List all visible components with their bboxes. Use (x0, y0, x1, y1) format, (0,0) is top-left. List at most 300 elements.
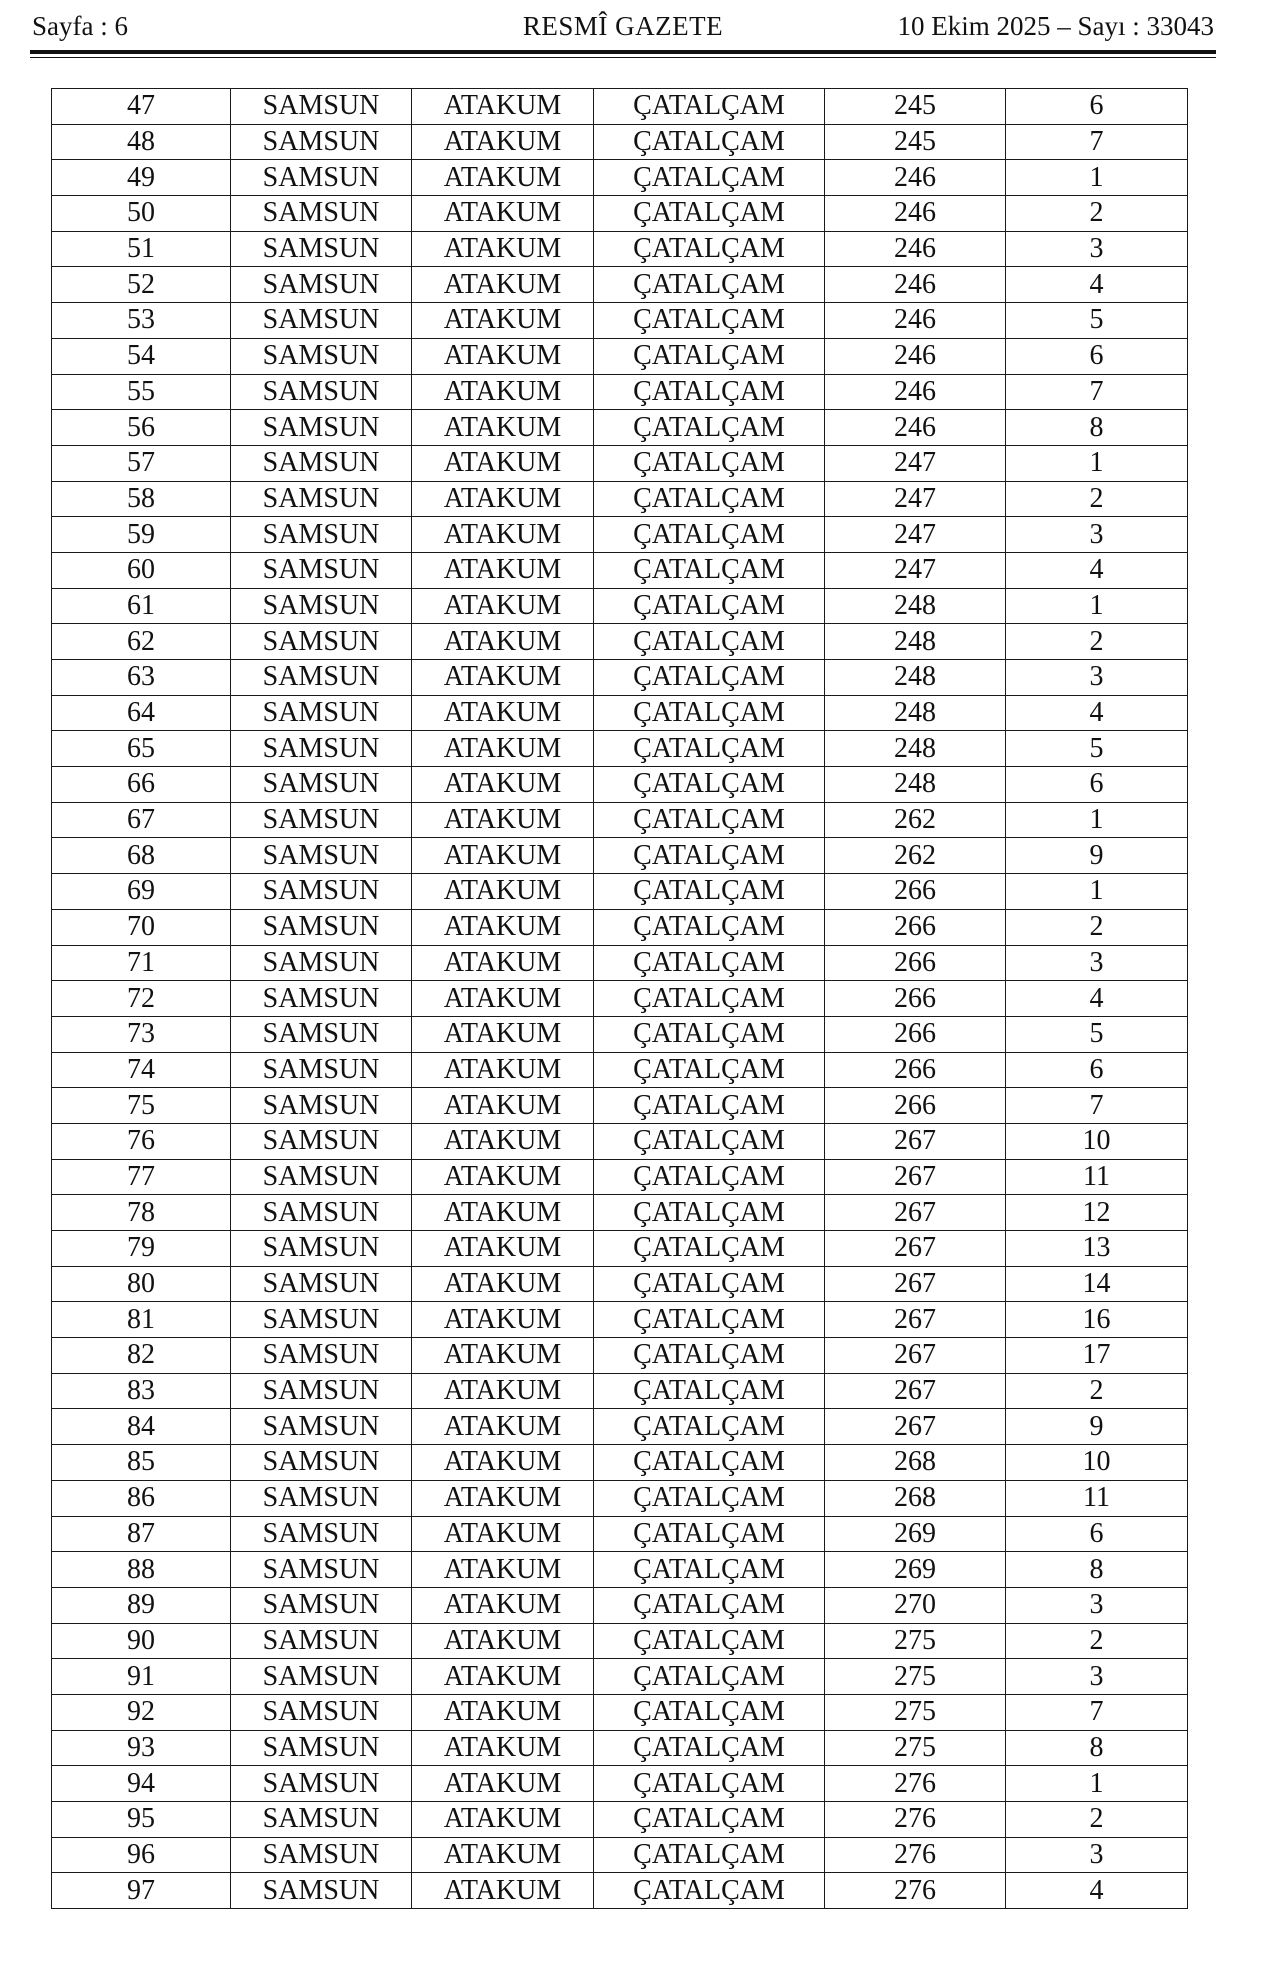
page-number: Sayfa : 6 (32, 11, 128, 41)
row-number-cell: 53 (52, 303, 231, 339)
row-number-cell: 80 (52, 1266, 231, 1302)
neighborhood-cell: ÇATALÇAM (594, 731, 825, 767)
neighborhood-cell: ÇATALÇAM (594, 231, 825, 267)
neighborhood-cell: ÇATALÇAM (594, 802, 825, 838)
province-cell: SAMSUN (231, 160, 412, 196)
neighborhood-cell: ÇATALÇAM (594, 374, 825, 410)
block-cell: 275 (825, 1730, 1006, 1766)
district-cell: ATAKUM (412, 1873, 594, 1909)
province-cell: SAMSUN (231, 374, 412, 410)
row-number-cell: 92 (52, 1694, 231, 1730)
parcel-cell: 5 (1006, 1016, 1188, 1052)
neighborhood-cell: ÇATALÇAM (594, 1730, 825, 1766)
row-number-cell: 78 (52, 1195, 231, 1231)
neighborhood-cell: ÇATALÇAM (594, 338, 825, 374)
parcel-cell: 6 (1006, 1516, 1188, 1552)
district-cell: ATAKUM (412, 303, 594, 339)
table-row (52, 552, 1188, 588)
row-number-cell: 93 (52, 1730, 231, 1766)
row-number-cell: 57 (52, 445, 231, 481)
table-row (52, 1231, 1188, 1267)
parcel-cell: 4 (1006, 981, 1188, 1017)
row-number-cell: 79 (52, 1231, 231, 1267)
district-cell: ATAKUM (412, 695, 594, 731)
district-cell: ATAKUM (412, 981, 594, 1017)
district-cell: ATAKUM (412, 660, 594, 696)
province-cell: SAMSUN (231, 1302, 412, 1338)
table-row (52, 1302, 1188, 1338)
district-cell: ATAKUM (412, 909, 594, 945)
district-cell: ATAKUM (412, 624, 594, 660)
row-number-cell: 70 (52, 909, 231, 945)
table-row (52, 1052, 1188, 1088)
district-cell: ATAKUM (412, 1802, 594, 1838)
district-cell: ATAKUM (412, 1231, 594, 1267)
parcel-cell: 6 (1006, 1052, 1188, 1088)
neighborhood-cell: ÇATALÇAM (594, 1231, 825, 1267)
block-cell: 246 (825, 231, 1006, 267)
block-cell: 266 (825, 981, 1006, 1017)
province-cell: SAMSUN (231, 1266, 412, 1302)
table-row (52, 1195, 1188, 1231)
block-cell: 267 (825, 1195, 1006, 1231)
block-cell: 248 (825, 624, 1006, 660)
table-row (52, 1338, 1188, 1374)
district-cell: ATAKUM (412, 945, 594, 981)
neighborhood-cell: ÇATALÇAM (594, 1302, 825, 1338)
province-cell: SAMSUN (231, 802, 412, 838)
neighborhood-cell: ÇATALÇAM (594, 1338, 825, 1374)
neighborhood-cell: ÇATALÇAM (594, 89, 825, 125)
parcel-cell: 10 (1006, 1445, 1188, 1481)
neighborhood-cell: ÇATALÇAM (594, 1552, 825, 1588)
table-row (52, 410, 1188, 446)
block-cell: 267 (825, 1266, 1006, 1302)
row-number-cell: 89 (52, 1587, 231, 1623)
district-cell: ATAKUM (412, 196, 594, 232)
block-cell: 246 (825, 196, 1006, 232)
neighborhood-cell: ÇATALÇAM (594, 838, 825, 874)
province-cell: SAMSUN (231, 410, 412, 446)
parcel-cell: 3 (1006, 517, 1188, 553)
parcel-cell: 5 (1006, 303, 1188, 339)
row-number-cell: 88 (52, 1552, 231, 1588)
district-cell: ATAKUM (412, 1516, 594, 1552)
row-number-cell: 71 (52, 945, 231, 981)
province-cell: SAMSUN (231, 660, 412, 696)
date-issue: 10 Ekim 2025 – Sayı : 33043 (897, 11, 1214, 41)
block-cell: 266 (825, 1052, 1006, 1088)
parcel-cell: 1 (1006, 160, 1188, 196)
neighborhood-cell: ÇATALÇAM (594, 1016, 825, 1052)
block-cell: 266 (825, 874, 1006, 910)
province-cell: SAMSUN (231, 517, 412, 553)
parcel-cell: 3 (1006, 945, 1188, 981)
neighborhood-cell: ÇATALÇAM (594, 1659, 825, 1695)
header-divider-thick (30, 50, 1216, 54)
neighborhood-cell: ÇATALÇAM (594, 160, 825, 196)
block-cell: 267 (825, 1123, 1006, 1159)
district-cell: ATAKUM (412, 1480, 594, 1516)
parcel-cell: 7 (1006, 1088, 1188, 1124)
parcel-cell: 3 (1006, 1587, 1188, 1623)
neighborhood-cell: ÇATALÇAM (594, 552, 825, 588)
row-number-cell: 69 (52, 874, 231, 910)
parcel-cell: 7 (1006, 1694, 1188, 1730)
row-number-cell: 61 (52, 588, 231, 624)
province-cell: SAMSUN (231, 1338, 412, 1374)
parcel-cell: 8 (1006, 1552, 1188, 1588)
parcel-cell: 17 (1006, 1338, 1188, 1374)
province-cell: SAMSUN (231, 1623, 412, 1659)
table-row (52, 1266, 1188, 1302)
province-cell: SAMSUN (231, 1016, 412, 1052)
district-cell: ATAKUM (412, 731, 594, 767)
neighborhood-cell: ÇATALÇAM (594, 1266, 825, 1302)
block-cell: 267 (825, 1409, 1006, 1445)
table-row (52, 267, 1188, 303)
parcel-cell: 4 (1006, 1873, 1188, 1909)
district-cell: ATAKUM (412, 374, 594, 410)
neighborhood-cell: ÇATALÇAM (594, 1159, 825, 1195)
table-row (52, 303, 1188, 339)
province-cell: SAMSUN (231, 945, 412, 981)
block-cell: 266 (825, 909, 1006, 945)
block-cell: 246 (825, 160, 1006, 196)
neighborhood-cell: ÇATALÇAM (594, 981, 825, 1017)
district-cell: ATAKUM (412, 1302, 594, 1338)
row-number-cell: 56 (52, 410, 231, 446)
table-row (52, 1587, 1188, 1623)
table-row (52, 1730, 1188, 1766)
table-row (52, 1516, 1188, 1552)
table-row (52, 1766, 1188, 1802)
block-cell: 262 (825, 802, 1006, 838)
block-cell: 267 (825, 1231, 1006, 1267)
block-cell: 245 (825, 124, 1006, 160)
row-number-cell: 86 (52, 1480, 231, 1516)
table-row (52, 1694, 1188, 1730)
province-cell: SAMSUN (231, 909, 412, 945)
row-number-cell: 59 (52, 517, 231, 553)
province-cell: SAMSUN (231, 981, 412, 1017)
district-cell: ATAKUM (412, 588, 594, 624)
district-cell: ATAKUM (412, 1445, 594, 1481)
neighborhood-cell: ÇATALÇAM (594, 1123, 825, 1159)
table-row (52, 981, 1188, 1017)
district-cell: ATAKUM (412, 1123, 594, 1159)
table-row (52, 1159, 1188, 1195)
parcel-cell: 12 (1006, 1195, 1188, 1231)
province-cell: SAMSUN (231, 1195, 412, 1231)
district-cell: ATAKUM (412, 1088, 594, 1124)
block-cell: 248 (825, 731, 1006, 767)
table-row (52, 624, 1188, 660)
row-number-cell: 87 (52, 1516, 231, 1552)
province-cell: SAMSUN (231, 588, 412, 624)
block-cell: 262 (825, 838, 1006, 874)
table-row (52, 660, 1188, 696)
parcel-cell: 6 (1006, 767, 1188, 803)
parcel-cell: 7 (1006, 374, 1188, 410)
block-cell: 275 (825, 1659, 1006, 1695)
row-number-cell: 96 (52, 1837, 231, 1873)
province-cell: SAMSUN (231, 445, 412, 481)
province-cell: SAMSUN (231, 1052, 412, 1088)
neighborhood-cell: ÇATALÇAM (594, 445, 825, 481)
parcel-cell: 3 (1006, 1837, 1188, 1873)
parcel-cell: 9 (1006, 838, 1188, 874)
block-cell: 248 (825, 695, 1006, 731)
table-row (52, 1445, 1188, 1481)
parcel-cell: 1 (1006, 874, 1188, 910)
parcel-cell: 3 (1006, 660, 1188, 696)
neighborhood-cell: ÇATALÇAM (594, 124, 825, 160)
parcel-cell: 11 (1006, 1159, 1188, 1195)
table-row (52, 945, 1188, 981)
row-number-cell: 77 (52, 1159, 231, 1195)
province-cell: SAMSUN (231, 124, 412, 160)
row-number-cell: 58 (52, 481, 231, 517)
row-number-cell: 97 (52, 1873, 231, 1909)
district-cell: ATAKUM (412, 338, 594, 374)
block-cell: 246 (825, 338, 1006, 374)
neighborhood-cell: ÇATALÇAM (594, 1587, 825, 1623)
district-cell: ATAKUM (412, 1373, 594, 1409)
district-cell: ATAKUM (412, 1016, 594, 1052)
block-cell: 248 (825, 767, 1006, 803)
district-cell: ATAKUM (412, 1766, 594, 1802)
district-cell: ATAKUM (412, 481, 594, 517)
province-cell: SAMSUN (231, 1730, 412, 1766)
parcel-cell: 2 (1006, 1623, 1188, 1659)
neighborhood-cell: ÇATALÇAM (594, 410, 825, 446)
neighborhood-cell: ÇATALÇAM (594, 1409, 825, 1445)
district-cell: ATAKUM (412, 1623, 594, 1659)
neighborhood-cell: ÇATALÇAM (594, 874, 825, 910)
block-cell: 266 (825, 1088, 1006, 1124)
district-cell: ATAKUM (412, 1587, 594, 1623)
province-cell: SAMSUN (231, 1445, 412, 1481)
block-cell: 245 (825, 89, 1006, 125)
table-row (52, 89, 1188, 125)
table-row (52, 1837, 1188, 1873)
parcel-cell: 6 (1006, 338, 1188, 374)
row-number-cell: 67 (52, 802, 231, 838)
province-cell: SAMSUN (231, 89, 412, 125)
province-cell: SAMSUN (231, 1802, 412, 1838)
district-cell: ATAKUM (412, 552, 594, 588)
page-header (32, 6, 1214, 46)
row-number-cell: 50 (52, 196, 231, 232)
table-row (52, 731, 1188, 767)
block-cell: 269 (825, 1516, 1006, 1552)
row-number-cell: 68 (52, 838, 231, 874)
parcel-cell: 11 (1006, 1480, 1188, 1516)
table-row (52, 338, 1188, 374)
row-number-cell: 60 (52, 552, 231, 588)
block-cell: 267 (825, 1302, 1006, 1338)
header-divider-thin (30, 57, 1216, 58)
neighborhood-cell: ÇATALÇAM (594, 1873, 825, 1909)
row-number-cell: 74 (52, 1052, 231, 1088)
province-cell: SAMSUN (231, 767, 412, 803)
block-cell: 247 (825, 445, 1006, 481)
parcel-cell: 2 (1006, 624, 1188, 660)
province-cell: SAMSUN (231, 1837, 412, 1873)
block-cell: 275 (825, 1623, 1006, 1659)
neighborhood-cell: ÇATALÇAM (594, 1694, 825, 1730)
block-cell: 267 (825, 1159, 1006, 1195)
district-cell: ATAKUM (412, 802, 594, 838)
neighborhood-cell: ÇATALÇAM (594, 1480, 825, 1516)
neighborhood-cell: ÇATALÇAM (594, 481, 825, 517)
district-cell: ATAKUM (412, 1837, 594, 1873)
table-row (52, 1480, 1188, 1516)
neighborhood-cell: ÇATALÇAM (594, 660, 825, 696)
parcel-cell: 6 (1006, 89, 1188, 125)
district-cell: ATAKUM (412, 767, 594, 803)
block-cell: 246 (825, 374, 1006, 410)
district-cell: ATAKUM (412, 410, 594, 446)
table-row (52, 874, 1188, 910)
row-number-cell: 48 (52, 124, 231, 160)
row-number-cell: 85 (52, 1445, 231, 1481)
neighborhood-cell: ÇATALÇAM (594, 767, 825, 803)
row-number-cell: 63 (52, 660, 231, 696)
block-cell: 247 (825, 517, 1006, 553)
parcel-table-body (52, 89, 1188, 1909)
province-cell: SAMSUN (231, 196, 412, 232)
district-cell: ATAKUM (412, 160, 594, 196)
province-cell: SAMSUN (231, 1480, 412, 1516)
table-row (52, 1552, 1188, 1588)
district-cell: ATAKUM (412, 445, 594, 481)
table-row (52, 1016, 1188, 1052)
province-cell: SAMSUN (231, 267, 412, 303)
table-row (52, 1873, 1188, 1909)
block-cell: 268 (825, 1480, 1006, 1516)
table-row (52, 1123, 1188, 1159)
province-cell: SAMSUN (231, 1516, 412, 1552)
table-row (52, 124, 1188, 160)
district-cell: ATAKUM (412, 1409, 594, 1445)
parcel-cell: 4 (1006, 552, 1188, 588)
row-number-cell: 51 (52, 231, 231, 267)
row-number-cell: 72 (52, 981, 231, 1017)
province-cell: SAMSUN (231, 1409, 412, 1445)
province-cell: SAMSUN (231, 1123, 412, 1159)
parcel-table (51, 88, 1188, 1909)
row-number-cell: 54 (52, 338, 231, 374)
district-cell: ATAKUM (412, 838, 594, 874)
table-row (52, 838, 1188, 874)
parcel-cell: 7 (1006, 124, 1188, 160)
parcel-cell: 1 (1006, 1766, 1188, 1802)
parcel-cell: 13 (1006, 1231, 1188, 1267)
row-number-cell: 66 (52, 767, 231, 803)
block-cell: 268 (825, 1445, 1006, 1481)
block-cell: 276 (825, 1873, 1006, 1909)
district-cell: ATAKUM (412, 231, 594, 267)
row-number-cell: 90 (52, 1623, 231, 1659)
neighborhood-cell: ÇATALÇAM (594, 909, 825, 945)
block-cell: 248 (825, 660, 1006, 696)
row-number-cell: 95 (52, 1802, 231, 1838)
parcel-cell: 3 (1006, 231, 1188, 267)
block-cell: 276 (825, 1802, 1006, 1838)
row-number-cell: 62 (52, 624, 231, 660)
row-number-cell: 65 (52, 731, 231, 767)
block-cell: 248 (825, 588, 1006, 624)
row-number-cell: 84 (52, 1409, 231, 1445)
district-cell: ATAKUM (412, 517, 594, 553)
province-cell: SAMSUN (231, 1552, 412, 1588)
table-row (52, 588, 1188, 624)
neighborhood-cell: ÇATALÇAM (594, 1766, 825, 1802)
table-row (52, 695, 1188, 731)
table-row (52, 1409, 1188, 1445)
province-cell: SAMSUN (231, 1159, 412, 1195)
province-cell: SAMSUN (231, 838, 412, 874)
neighborhood-cell: ÇATALÇAM (594, 1623, 825, 1659)
province-cell: SAMSUN (231, 1659, 412, 1695)
parcel-cell: 2 (1006, 196, 1188, 232)
district-cell: ATAKUM (412, 1659, 594, 1695)
row-number-cell: 73 (52, 1016, 231, 1052)
neighborhood-cell: ÇATALÇAM (594, 1373, 825, 1409)
row-number-cell: 64 (52, 695, 231, 731)
parcel-cell: 16 (1006, 1302, 1188, 1338)
neighborhood-cell: ÇATALÇAM (594, 1802, 825, 1838)
block-cell: 246 (825, 303, 1006, 339)
district-cell: ATAKUM (412, 1730, 594, 1766)
district-cell: ATAKUM (412, 1338, 594, 1374)
neighborhood-cell: ÇATALÇAM (594, 1445, 825, 1481)
block-cell: 247 (825, 481, 1006, 517)
parcel-cell: 1 (1006, 588, 1188, 624)
block-cell: 247 (825, 552, 1006, 588)
neighborhood-cell: ÇATALÇAM (594, 196, 825, 232)
table-row (52, 1623, 1188, 1659)
province-cell: SAMSUN (231, 731, 412, 767)
block-cell: 270 (825, 1587, 1006, 1623)
province-cell: SAMSUN (231, 695, 412, 731)
block-cell: 269 (825, 1552, 1006, 1588)
row-number-cell: 76 (52, 1123, 231, 1159)
district-cell: ATAKUM (412, 1052, 594, 1088)
row-number-cell: 81 (52, 1302, 231, 1338)
parcel-cell: 5 (1006, 731, 1188, 767)
parcel-cell: 2 (1006, 1373, 1188, 1409)
table-row (52, 1373, 1188, 1409)
province-cell: SAMSUN (231, 1694, 412, 1730)
parcel-cell: 8 (1006, 1730, 1188, 1766)
table-row (52, 1088, 1188, 1124)
table-row (52, 160, 1188, 196)
province-cell: SAMSUN (231, 303, 412, 339)
table-row (52, 445, 1188, 481)
row-number-cell: 52 (52, 267, 231, 303)
block-cell: 275 (825, 1694, 1006, 1730)
table-row (52, 231, 1188, 267)
table-row (52, 374, 1188, 410)
neighborhood-cell: ÇATALÇAM (594, 517, 825, 553)
neighborhood-cell: ÇATALÇAM (594, 588, 825, 624)
block-cell: 246 (825, 267, 1006, 303)
block-cell: 276 (825, 1837, 1006, 1873)
province-cell: SAMSUN (231, 1088, 412, 1124)
